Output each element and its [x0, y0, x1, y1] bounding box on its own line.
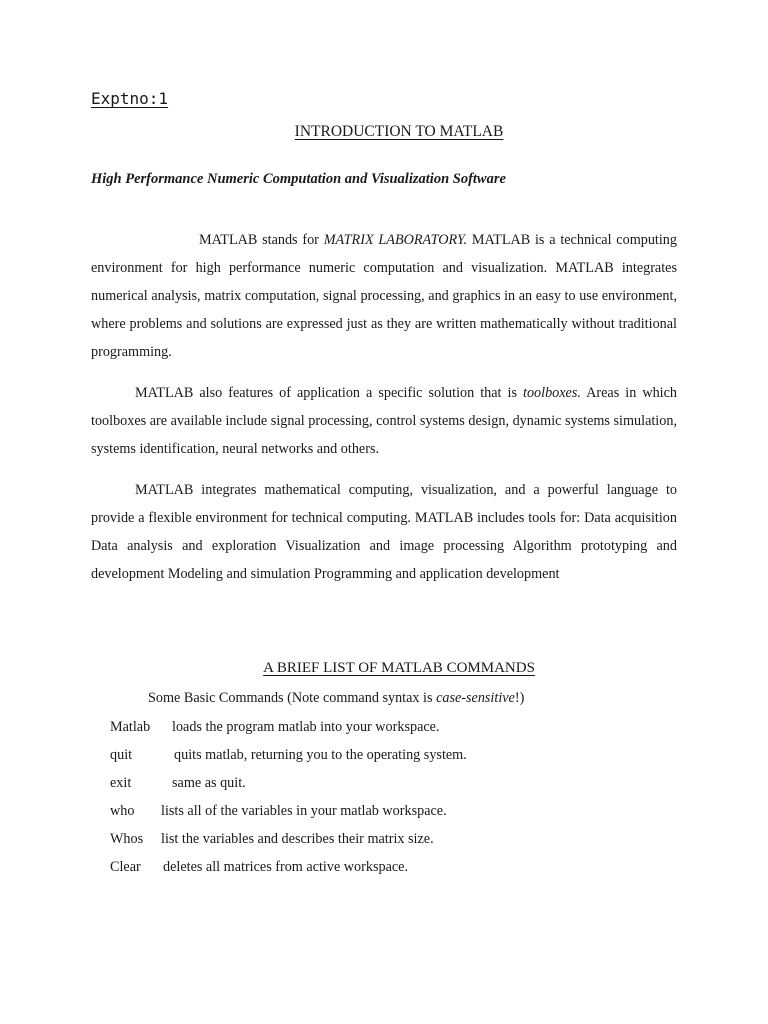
command-name: Clear	[110, 859, 141, 875]
commands-intro-text-1: Some Basic Commands (Note command syntax is	[148, 690, 437, 706]
command-name: Matlab	[110, 719, 151, 735]
command-name: who	[110, 803, 135, 819]
p1-italic: MATRIX LABORATORY.	[323, 232, 468, 248]
command-description: deletes all matrices from active workspace.	[163, 859, 409, 875]
command-description: quits matlab, returning you to the operating system.	[174, 747, 467, 763]
paragraph-integration: MATLAB integrates mathematical computing, visualization, and a powerful language to provide a flexible environment for technical computing. MATLAB includes tools for: Data acquisition Data analysis and exploration Visualization and image processing Algorithm prototyping and development Modeling and simulation Programming and application development	[91, 482, 677, 582]
p2-text-1: MATLAB also features of application a specific solution that is	[135, 385, 523, 401]
command-description: lists all of the variables in your matlab workspace.	[161, 803, 447, 819]
commands-section-title-text: A BRIEF LIST OF MATLAB COMMANDS	[263, 660, 535, 676]
commands-intro-text-2: !)	[514, 690, 525, 706]
paragraph-matlab-definition	[91, 226, 677, 366]
p1-text-2: MATLAB is a technical computing environment for high performance numeric computation and visualization. MATLAB integrates numerical analysis, matrix computation, signal processing, and graphics in an easy to use environment, where problems and solutions are expressed just as they are written mathematically without traditional programming.	[91, 232, 677, 360]
page-title-text: INTRODUCTION TO MATLAB	[294, 123, 504, 140]
command-name: Whos	[110, 831, 144, 847]
command-description: list the variables and describes their matrix size.	[161, 831, 434, 847]
paragraph-toolboxes	[91, 379, 677, 463]
p2-text-2: Areas in which toolboxes are available include signal processing, control systems design, dynamic systems simulation, systems identification, neural networks and others.	[91, 385, 677, 457]
command-description: same as quit.	[172, 775, 246, 791]
commands-intro-italic: case-sensitive	[436, 690, 515, 706]
command-name: quit	[110, 747, 133, 763]
command-description: loads the program matlab into your workspace.	[172, 719, 440, 735]
page-subtitle: High Performance Numeric Computation and Visualization Software	[91, 171, 506, 187]
page-title	[0, 123, 768, 141]
command-name: exit	[110, 775, 132, 791]
experiment-number: Exptno:1	[91, 89, 169, 108]
p1-text-1: MATLAB stands for	[199, 232, 324, 248]
commands-intro	[148, 686, 524, 710]
p2-italic: toolboxes.	[523, 385, 581, 401]
commands-section-title	[0, 660, 768, 677]
